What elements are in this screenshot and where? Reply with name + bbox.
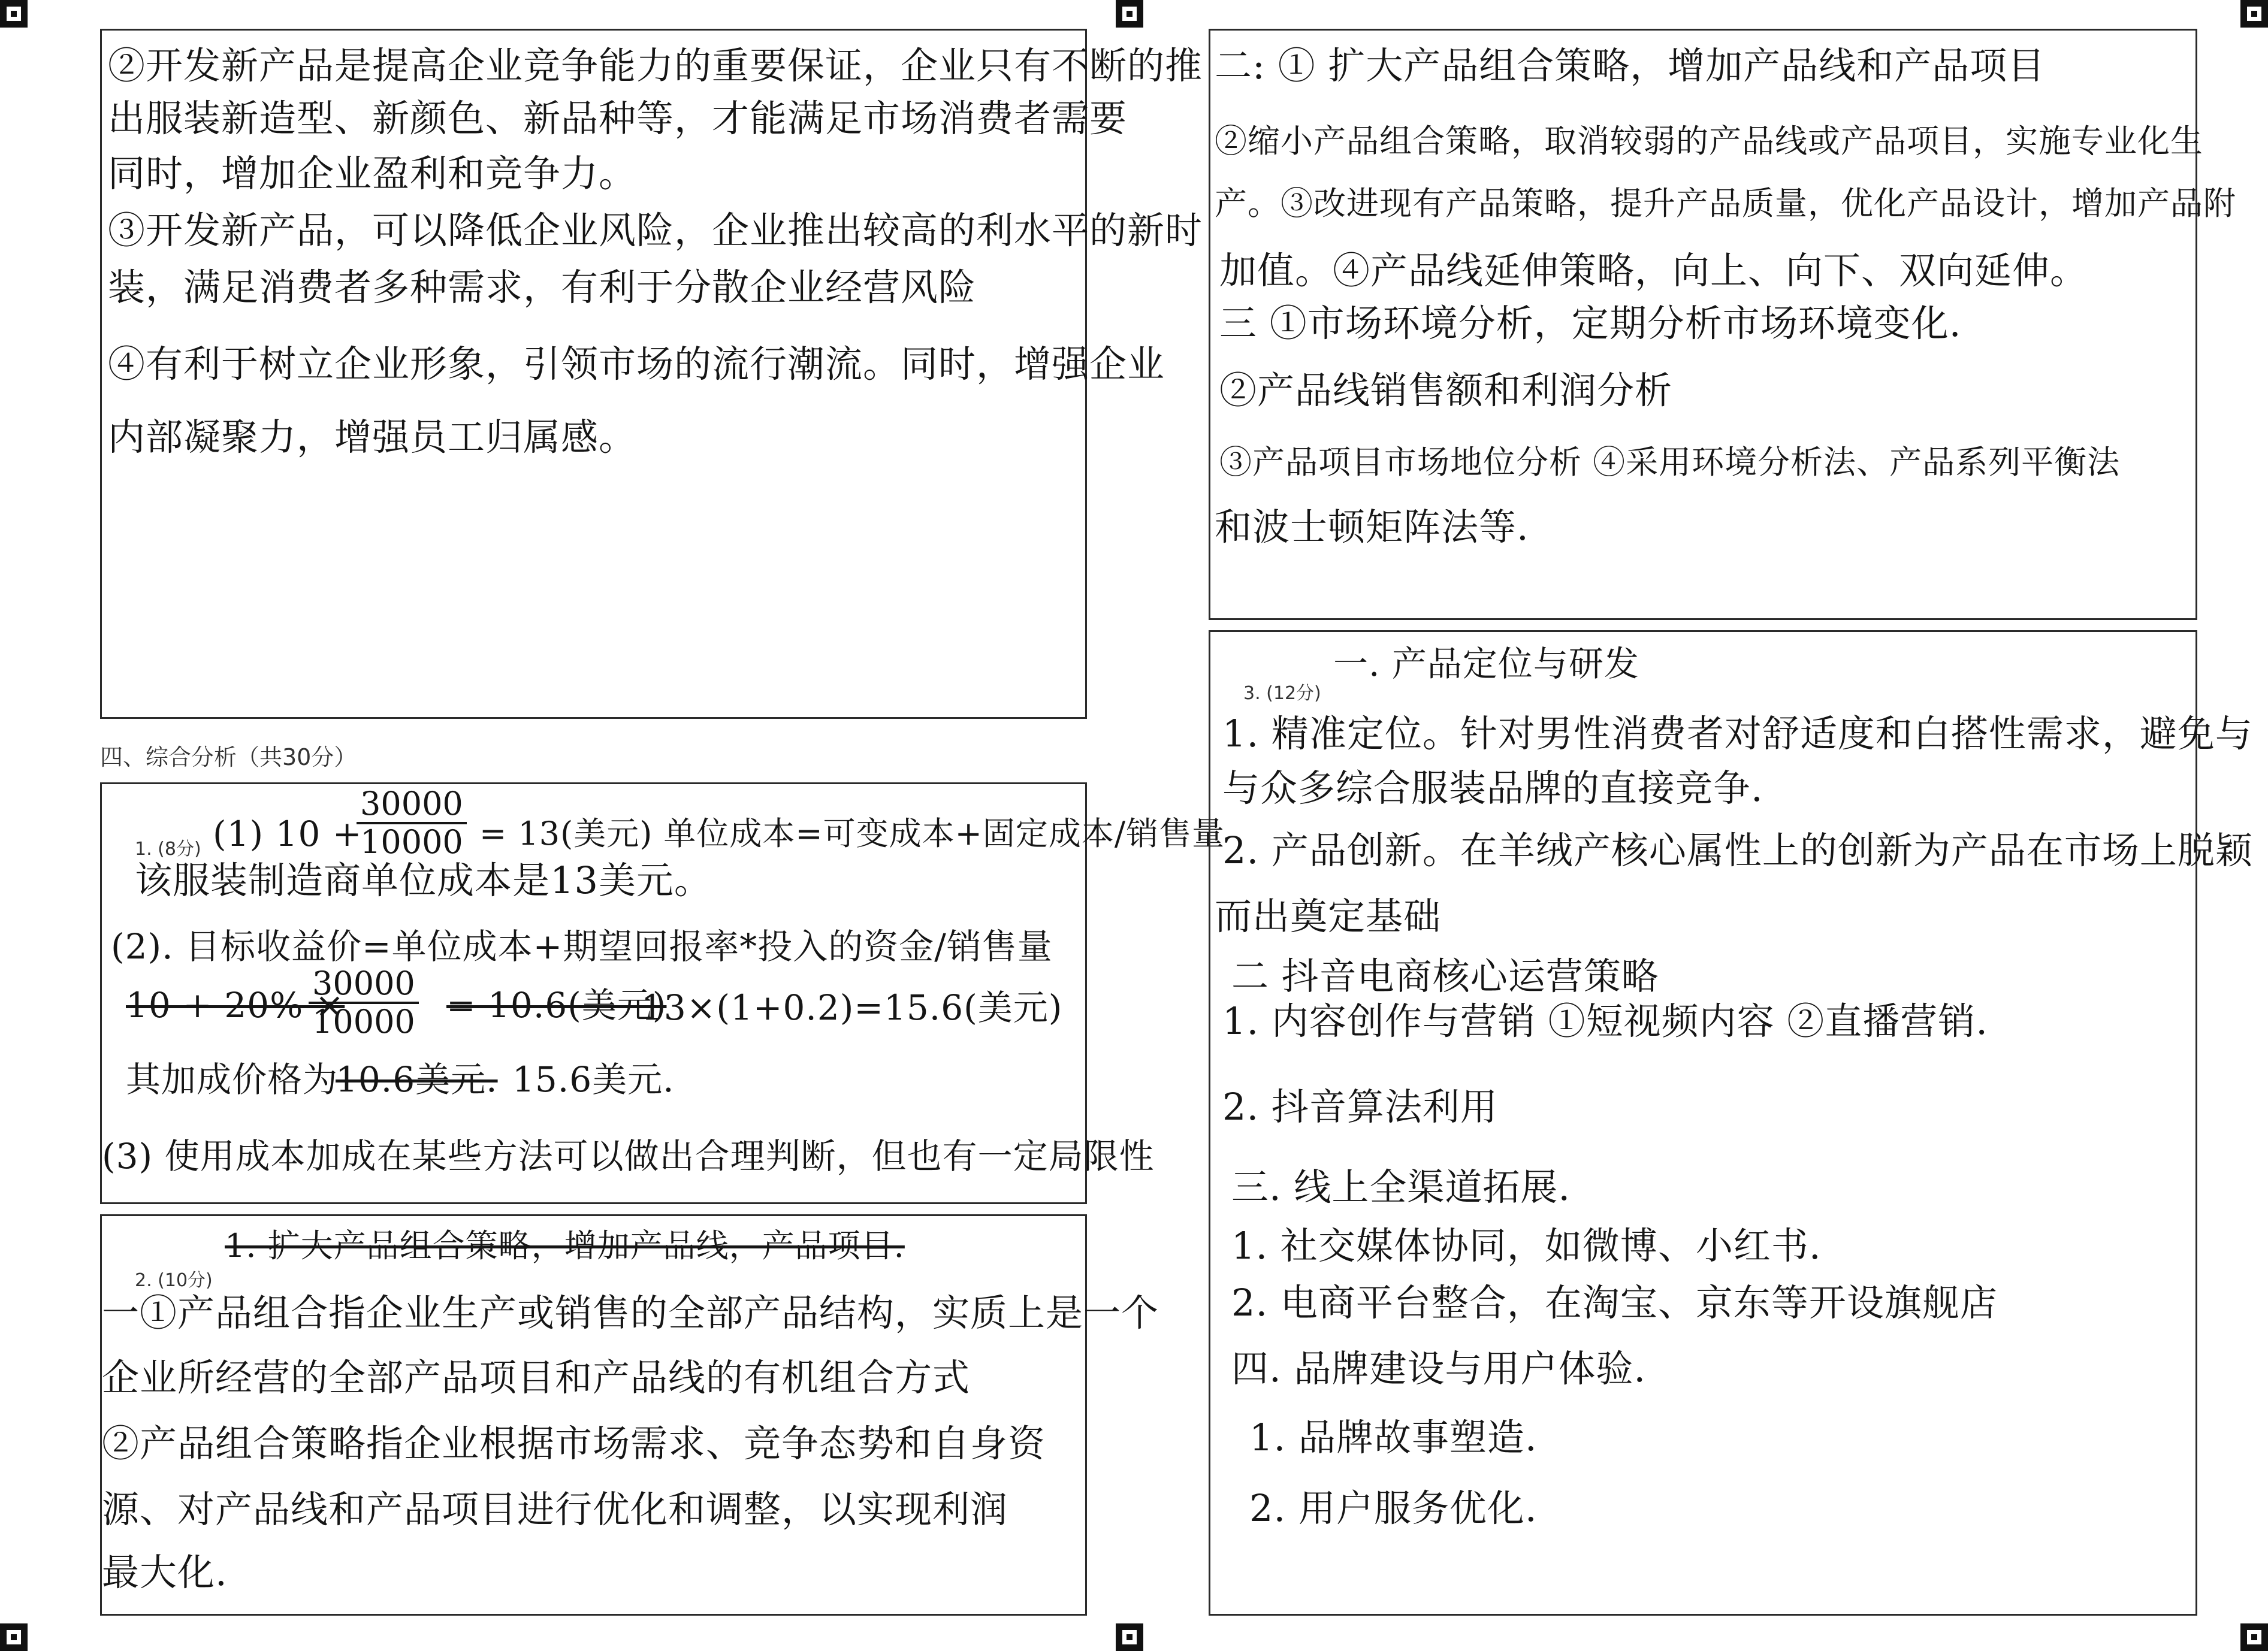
corner-marker-top-right [2240,0,2268,28]
q1-line-2: 该服装制造商单位成本是13美元。 [135,858,712,902]
q3-line-3: 2. 产品创新。在羊绒产核心属性上的创新为产品在市场上脱颖 [1222,828,2253,872]
right-top-line-1: 二: ① 扩大产品组合策略，增加产品线和产品项目 [1215,44,2046,87]
q1-line-3: (2). 目标收益价=单位成本+期望回报率*投入的资金/销售量 [111,926,1053,967]
q3-line-11: 四. 品牌建设与用户体验. [1231,1347,1647,1390]
right-top-line-7: ③产品项目市场地位分析 ④采用环境分析法、产品系列平衡法 [1219,443,2121,481]
q2-line-5: 最大化. [102,1550,228,1594]
right-top-line-6: ②产品线销售额和利润分析 [1219,368,1673,412]
q1-fraction-1-numerator: 30000 [357,786,467,824]
right-top-line-8: 和波士顿矩阵法等. [1215,505,1529,549]
corner-marker-bottom-right [2240,1623,2268,1651]
q3-line-5: 二 抖音电商核心运营策略 [1231,954,1659,998]
q1-struck-suffix: = 10.6(美元) [446,985,667,1026]
q1-fraction-2-numerator: 30000 [309,966,419,1004]
q2-struck-heading: 1. 扩大产品组合策略，增加产品线，产品项目. [225,1227,905,1265]
q3-line-10: 2. 电商平台整合，在淘宝、京东等开设旗舰店 [1231,1281,1998,1325]
right-top-line-2: ②缩小产品组合策略，取消较弱的产品线或产品项目，实施专业化生 [1215,122,2203,160]
left-top-line-2: 出服装新造型、新颜色、新品种等，才能满足市场消费者需要 [108,96,1128,140]
q3-line-4: 而出奠定基础 [1215,894,1442,938]
right-top-line-5: 三 ①市场环境分析，定期分析市场环境变化. [1219,301,1962,345]
left-top-line-6: ④有利于树立企业形象，引领市场的流行潮流。同时，增强企业 [108,342,1165,386]
left-top-line-3: 同时，增加企业盈利和竞争力。 [108,152,637,195]
q1-line-5-struck: 10.6美元. [336,1059,498,1100]
q3-line-8: 三. 线上全渠道拓展. [1231,1165,1571,1209]
q3-line-2: 与众多综合服装品牌的直接竞争. [1222,766,1763,810]
q1-label: 1. (8分) [135,839,201,860]
corner-marker-bottom-center [1116,1623,1143,1651]
q2-line-3: ②产品组合策略指企业根据市场需求、竞争态势和自身资 [102,1422,1046,1465]
left-top-line-1: ②开发新产品是提高企业竞争能力的重要保证，企业只有不断的推 [108,44,1203,87]
q2-line-4: 源、对产品线和产品项目进行优化和调整，以实现利润 [102,1487,1008,1531]
q1-line-5-rest: 15.6美元. [512,1059,675,1100]
q3-line-13: 2. 用户服务优化. [1249,1486,1538,1530]
q1-struck-prefix: 10 + 20% × [126,985,345,1026]
q1-formula-suffix: = 13(美元) 单位成本=可变成本+固定成本/销售量 [479,815,1225,852]
q3-line-12: 1. 品牌故事塑造. [1249,1416,1538,1459]
q1-fraction-2-denominator: 10000 [312,1003,415,1041]
q3-line-9: 1. 社交媒体协同，如微博、小红书. [1231,1224,1822,1268]
left-top-line-5: 装，满足消费者多种需求，有利于分散企业经营风险 [108,265,977,309]
right-top-line-4: 加值。④产品线延伸策略，向上、向下、双向延伸。 [1219,249,2088,292]
q2-answer-box [100,1214,1087,1616]
corner-marker-top-center [1116,0,1143,28]
q1-formula-prefix: (1) 10 + [213,814,363,854]
q3-label: 3. (12分) [1243,683,1321,704]
q1-line-4-rest: 13×(1+0.2)=15.6(美元) [641,987,1063,1028]
q2-line-2: 企业所经营的全部产品项目和产品线的有机组合方式 [102,1356,971,1399]
q3-line-7: 2. 抖音算法利用 [1222,1085,1498,1129]
q1-line-5-prefix: 其加成价格为 [126,1059,339,1100]
right-top-line-3: 产。③改进现有产品策略，提升产品质量，优化产品设计，增加产品附 [1215,185,2236,222]
q2-label: 2. (10分) [135,1270,213,1291]
q3-line-1: 1. 精准定位。针对男性消费者对舒适度和白搭性需求，避免与 [1222,712,2253,755]
q2-line-1: 一①产品组合指企业生产或销售的全部产品结构，实质上是一个 [102,1291,1159,1335]
section-title: 四、综合分析（共30分） [100,744,357,770]
corner-marker-bottom-left [0,1623,28,1651]
q1-fraction-1 [357,786,467,860]
left-top-line-7: 内部凝聚力，增强员工归属感。 [108,415,637,459]
q3-heading: 一. 产品定位与研发 [1333,643,1639,684]
left-top-line-4: ③开发新产品，可以降低企业风险，企业推出较高的利水平的新时 [108,208,1203,252]
q1-fraction-2 [309,966,419,1040]
corner-marker-top-left [0,0,28,28]
q1-line-6: (3) 使用成本加成在某些方法可以做出合理判断，但也有一定局限性 [102,1136,1155,1177]
q3-line-6: 1. 内容创作与营销 ①短视频内容 ②直播营销. [1222,999,1988,1043]
q1-fraction-1-denominator: 10000 [360,823,463,861]
